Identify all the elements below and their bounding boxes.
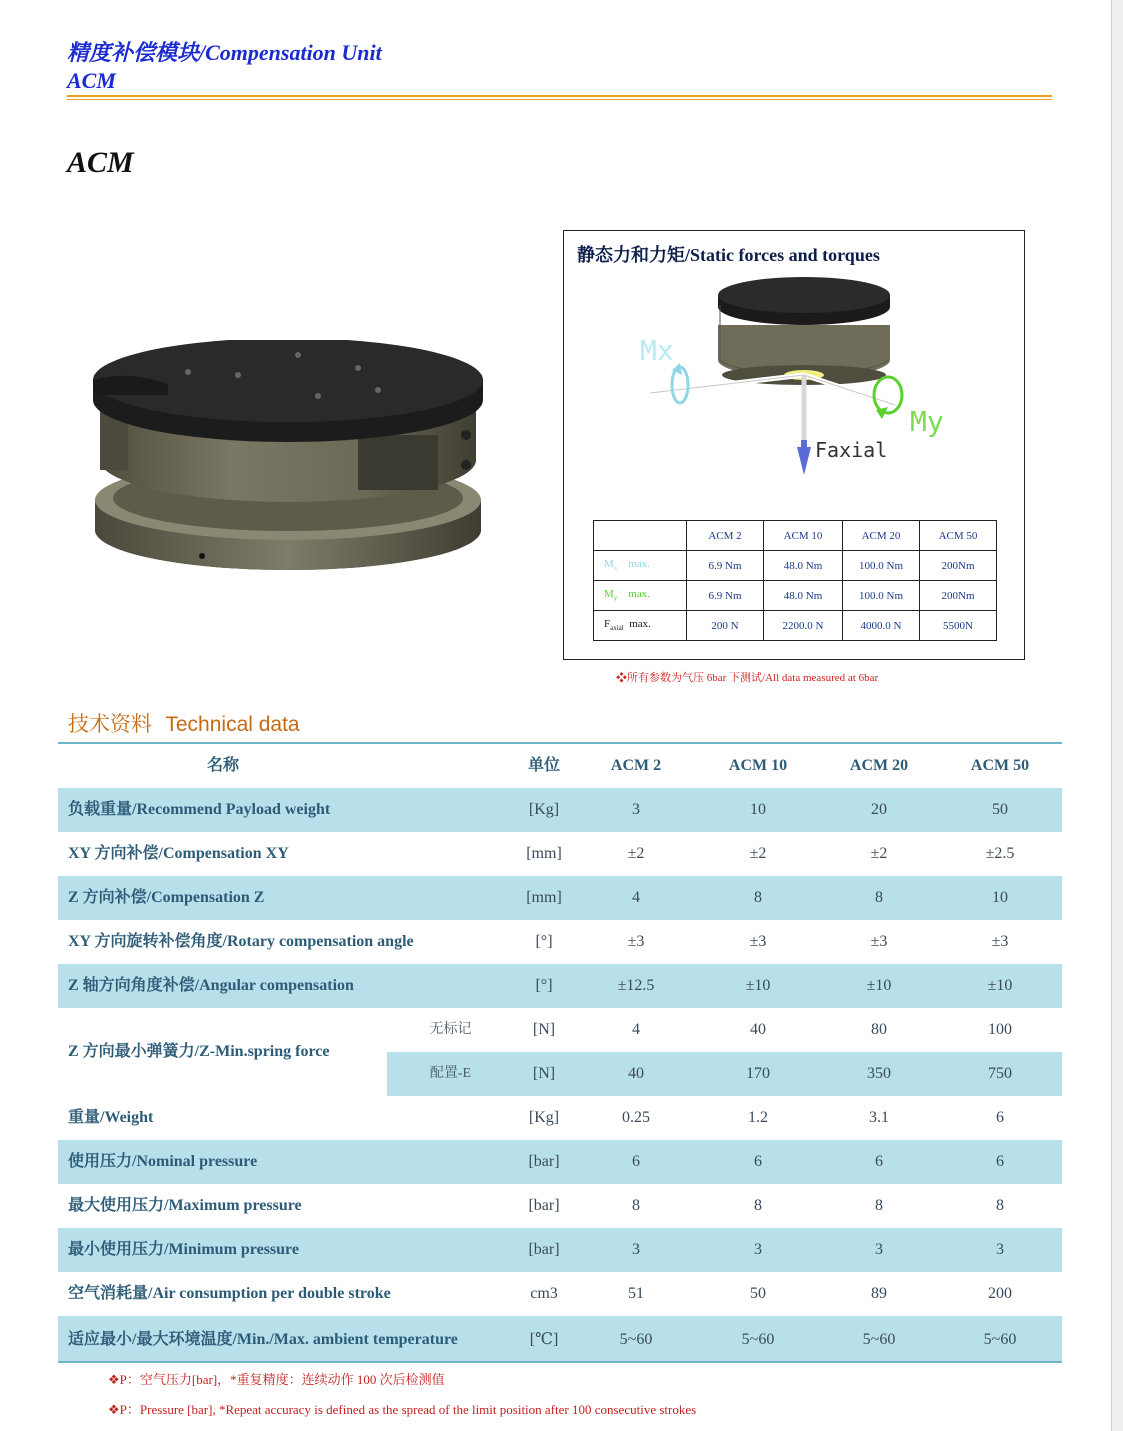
row-value: 8 [754, 889, 762, 906]
footnote-cn: ❖P：空气压力[bar]，*重复精度：连续动作 100 次后检测值 [108, 1372, 445, 1387]
row-value: 4 [632, 1021, 640, 1038]
row-value: ±3 [870, 933, 888, 950]
forces-note: ❖所有参数为气压 6bar 下测试/All data measured at 6bar [616, 672, 879, 684]
row-value: 40 [750, 1021, 766, 1038]
row-name: 最大使用压力/Maximum pressure [68, 1197, 302, 1214]
row-value: 0.25 [622, 1109, 650, 1126]
row-unit: [℃] [529, 1331, 559, 1348]
forces-cell: 100.0 Nm [843, 581, 920, 611]
mx-label: Mx [640, 334, 674, 367]
forces-cell: 48.0 Nm [764, 581, 843, 611]
row-unit: [mm] [526, 889, 562, 906]
row-value: ±3 [991, 933, 1009, 950]
row-value: 10 [992, 889, 1008, 906]
row-name: 使用压力/Nominal pressure [68, 1153, 258, 1170]
row-value: 1.2 [748, 1109, 768, 1126]
table-row [58, 832, 1062, 876]
forces-row-label: $F_{axial}$ max. [594, 611, 687, 641]
row-value: 750 [988, 1065, 1012, 1082]
forces-row-label: $M_y$ max. [594, 581, 687, 611]
row-unit: [N] [532, 1021, 556, 1038]
row-value: 20 [871, 801, 887, 818]
row-unit: [Kg] [528, 801, 560, 818]
page-edge [1111, 0, 1123, 1431]
col-header: ACM 50 [970, 757, 1030, 774]
forces-cell: 48.0 Nm [764, 551, 843, 581]
tech-header-row [58, 744, 1062, 788]
row-value: 6 [996, 1153, 1004, 1170]
row-unit: [°] [535, 977, 553, 994]
row-value: 3 [754, 1241, 762, 1258]
table-row [58, 964, 1062, 1008]
row-value: 8 [754, 1197, 762, 1214]
forces-diagram [620, 275, 960, 485]
row-value: ±3 [627, 933, 645, 950]
forces-col-header: ACM 10 [764, 521, 843, 551]
row-value: 6 [754, 1153, 762, 1170]
forces-cell: 200 N [687, 611, 764, 641]
row-value: 200 [988, 1285, 1012, 1302]
forces-col-header: ACM 2 [687, 521, 764, 551]
row-value: ±10 [745, 977, 771, 994]
row-value: 89 [871, 1285, 887, 1302]
table-row [58, 788, 1062, 832]
forces-col-header: ACM 20 [843, 521, 920, 551]
col-header: ACM 2 [610, 757, 662, 774]
row-unit: [bar] [528, 1241, 560, 1258]
forces-table [593, 520, 997, 641]
row-name: XY 方向补偿/Compensation XY [68, 845, 289, 862]
row-value: ±2 [749, 845, 767, 862]
row-value: 3 [996, 1241, 1004, 1258]
row-value: 40 [628, 1065, 644, 1082]
row-value: ±3 [749, 933, 767, 950]
table-row [58, 1272, 1062, 1316]
row-value: 6 [996, 1109, 1004, 1126]
row-value: 100 [988, 1021, 1012, 1038]
header-rule-thin [67, 99, 1052, 100]
row-name: 负载重量/Recommend Payload weight [68, 801, 331, 818]
row-name: XY 方向旋转补偿角度/Rotary compensation angle [68, 933, 414, 950]
forces-cell: 2200.0 N [764, 611, 843, 641]
header-rule [67, 95, 1052, 97]
row-sublabel: 配置-E [429, 1066, 472, 1081]
row-value: 5~60 [862, 1331, 896, 1348]
row-value: ±2 [870, 845, 888, 862]
tech-title-cn: 技术资料 [68, 712, 152, 736]
row-value: 3 [632, 801, 640, 818]
forces-cell: 100.0 Nm [843, 551, 920, 581]
row-value: 3 [632, 1241, 640, 1258]
row-value: 10 [750, 801, 766, 818]
forces-cell: 6.9 Nm [687, 581, 764, 611]
col-header: ACM 10 [728, 757, 788, 774]
row-value: 5~60 [619, 1331, 653, 1348]
row-value: 4 [632, 889, 640, 906]
row-value: 50 [992, 801, 1008, 818]
footnote-en: ❖P：Pressure [bar], *Repeat accuracy is defined as the spread of the limit position after 100 consecutive strokes [108, 1402, 697, 1417]
table-row [58, 1140, 1062, 1184]
table-row [58, 1184, 1062, 1228]
my-label: My [910, 405, 944, 438]
row-value: ±10 [987, 977, 1013, 994]
row-value: 8 [875, 1197, 883, 1214]
row-unit: [N] [532, 1065, 556, 1082]
row-name: 空气消耗量/Air consumption per double stroke [68, 1285, 391, 1302]
spring-row-name: Z 方向最小弹簧力/Z-Min.spring force [68, 1043, 330, 1060]
row-name: 重量/Weight [68, 1109, 154, 1126]
forces-cell: 5500N [920, 611, 997, 641]
row-value: 50 [750, 1285, 766, 1302]
row-unit: [°] [535, 933, 553, 950]
header-subtitle: ACM [67, 68, 116, 93]
col-header-unit: 单位 [527, 757, 560, 774]
forces-row-label: $M_x$ max. [594, 551, 687, 581]
row-value: 51 [628, 1285, 644, 1302]
forces-cell: 4000.0 N [843, 611, 920, 641]
header-title: 精度补偿模块/Compensation Unit [67, 40, 382, 65]
product-image [88, 340, 488, 580]
row-value: 3 [875, 1241, 883, 1258]
row-value: 170 [746, 1065, 770, 1082]
table-bottom-rule [58, 1361, 1062, 1363]
row-name: Z 轴方向角度补偿/Angular compensation [68, 977, 354, 994]
row-value: ±2.5 [985, 845, 1015, 862]
table-row [58, 920, 1062, 964]
row-name: 最小使用压力/Minimum pressure [68, 1241, 299, 1258]
row-unit: [bar] [528, 1197, 560, 1214]
row-value: 8 [996, 1197, 1004, 1214]
row-sublabel: 无标记 [429, 1022, 472, 1037]
row-value: 5~60 [983, 1331, 1017, 1348]
row-value: ±10 [866, 977, 892, 994]
row-value: 5~60 [741, 1331, 775, 1348]
forces-cell: 6.9 Nm [687, 551, 764, 581]
col-header-name: 名称 [206, 757, 239, 774]
row-value: 6 [632, 1153, 640, 1170]
row-value: 350 [867, 1065, 891, 1082]
table-row [58, 1096, 1062, 1140]
row-value: ±2 [627, 845, 645, 862]
forces-cell: 200Nm [920, 581, 997, 611]
tech-title [68, 708, 300, 738]
forces-title: 静态力和力矩/Static forces and torques [577, 245, 880, 265]
row-unit: [mm] [526, 845, 562, 862]
row-name: 适应最小/最大环境温度/Min./Max. ambient temperature [68, 1331, 458, 1348]
col-header: ACM 20 [849, 757, 909, 774]
row-value: 80 [871, 1021, 887, 1038]
row-value: 6 [875, 1153, 883, 1170]
tech-title-en: Technical data [165, 713, 300, 736]
table-row [58, 1316, 1062, 1362]
section-title: ACM [67, 146, 134, 179]
row-value: 8 [632, 1197, 640, 1214]
table-row [58, 876, 1062, 920]
faxial-label: Faxial [815, 438, 888, 462]
forces-col-header: ACM 50 [920, 521, 997, 551]
row-value: 3.1 [869, 1109, 889, 1126]
row-value: ±12.5 [617, 977, 655, 994]
row-unit: [bar] [528, 1153, 560, 1170]
row-name: Z 方向补偿/Compensation Z [68, 889, 265, 906]
row-value: 8 [875, 889, 883, 906]
row-unit: [Kg] [528, 1109, 560, 1126]
row-unit: cm3 [530, 1285, 558, 1302]
forces-cell: 200Nm [920, 551, 997, 581]
table-row [58, 1228, 1062, 1272]
